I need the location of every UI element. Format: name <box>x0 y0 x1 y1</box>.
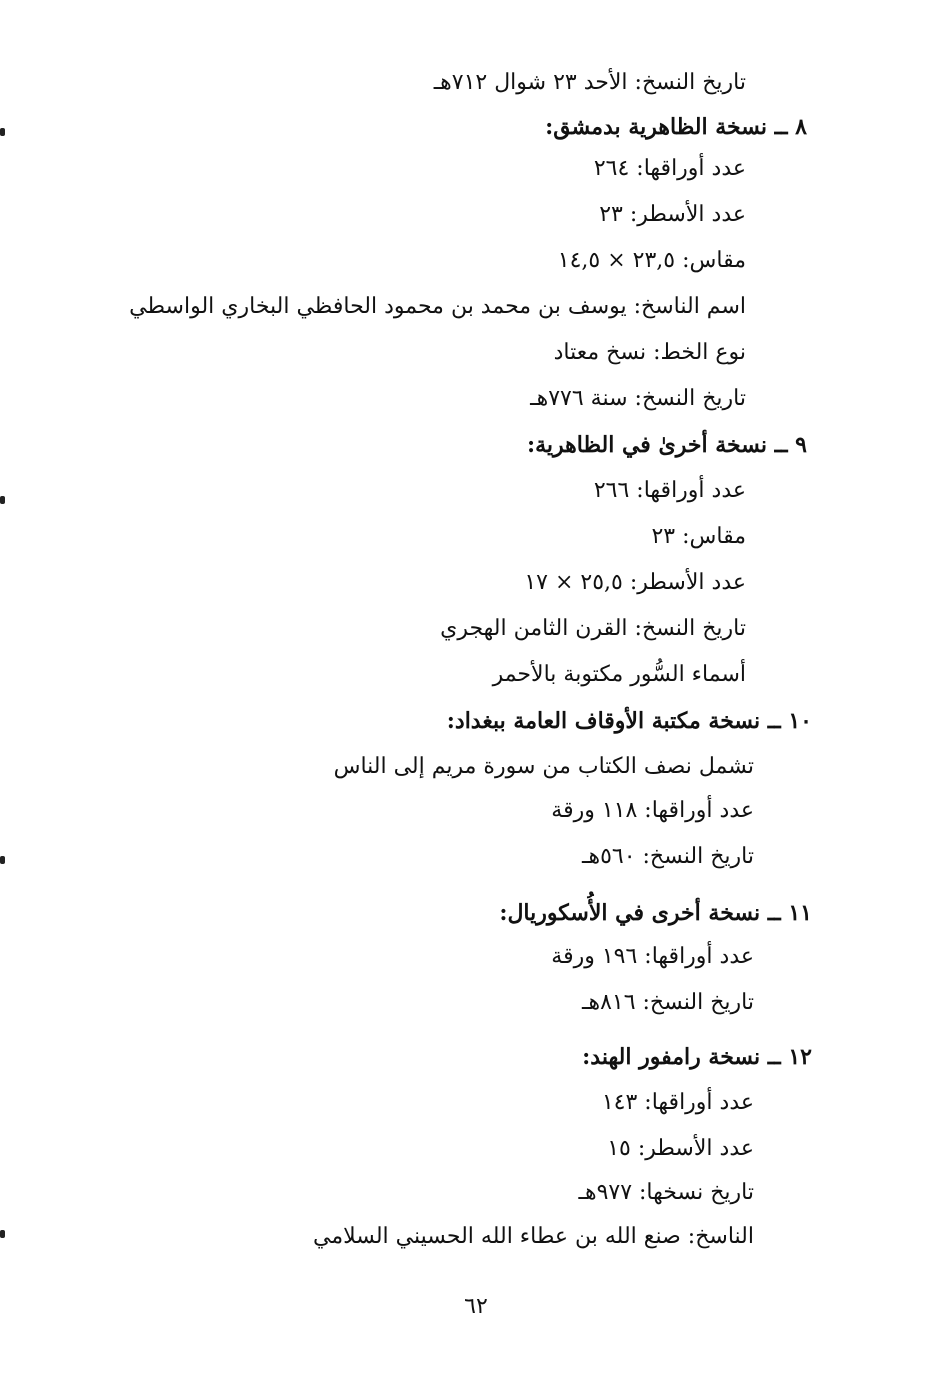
line-count-line: عدد الأسطر: ١٥ <box>607 1136 754 1161</box>
section-heading-12: ١٢ ــ نسخة رامفور الهند: <box>582 1044 812 1070</box>
folio-count-line: عدد أوراقها: ٢٦٦ <box>593 478 746 503</box>
copyist-name-line: اسم الناسخ: يوسف بن محمد بن محمود الحافظي البخاري الواسطي <box>129 294 746 319</box>
line-count-line: عدد الأسطر: ٢٥,٥ × ١٧ <box>524 570 746 595</box>
folio-count-line: عدد أوراقها: ١٤٣ <box>601 1090 754 1115</box>
script-type-line: نوع الخط: نسخ معتاد <box>553 340 746 365</box>
note-line: أسماء السُّور مكتوبة بالأحمر <box>492 662 746 687</box>
scan-edge-mark <box>0 1230 5 1238</box>
scan-edge-mark <box>0 128 5 136</box>
section-heading-10: ١٠ ــ نسخة مكتبة الأوقاف العامة ببغداد: <box>446 708 812 734</box>
copy-date-line: تاريخ النسخ: ٥٦٠هـ <box>582 844 754 869</box>
copy-date-line: تاريخ النسخ: سنة ٧٧٦هـ <box>530 386 746 411</box>
dimensions-line: مقاس: ٢٣ <box>651 524 746 549</box>
scan-edge-mark <box>0 856 5 864</box>
copy-date-line: تاريخ النسخ: الأحد ٢٣ شوال ٧١٢هـ <box>433 70 746 95</box>
scan-edge-mark <box>0 496 5 504</box>
folio-count-line: عدد أوراقها: ٢٦٤ <box>593 156 746 181</box>
page-number: ٦٢ <box>464 1294 488 1319</box>
folio-count-line: عدد أوراقها: ١٩٦ ورقة <box>551 944 754 969</box>
section-heading-9: ٩ ــ نسخة أخرىٰ في الظاهرية: <box>526 432 807 458</box>
section-heading-8: ٨ ــ نسخة الظاهرية بدمشق: <box>545 114 807 140</box>
section-heading-11: ١١ ــ نسخة أخرى في الأُسكوريال: <box>499 900 812 926</box>
dimensions-line: مقاس: ٢٣,٥ × ١٤,٥ <box>557 248 746 273</box>
folio-count-line: عدد أوراقها: ١١٨ ورقة <box>551 798 754 823</box>
copy-date-line: تاريخ النسخ: القرن الثامن الهجري <box>440 616 746 641</box>
copy-date-line: تاريخ نسخها: ٩٧٧هـ <box>578 1180 754 1205</box>
copy-date-line: تاريخ النسخ: ٨١٦هـ <box>582 990 754 1015</box>
copyist-name-line: الناسخ: صنع الله بن عطاء الله الحسيني السلامي <box>312 1224 754 1249</box>
line-count-line: عدد الأسطر: ٢٣ <box>599 202 746 227</box>
content-scope-line: تشمل نصف الكتاب من سورة مريم إلى الناس <box>333 754 754 779</box>
